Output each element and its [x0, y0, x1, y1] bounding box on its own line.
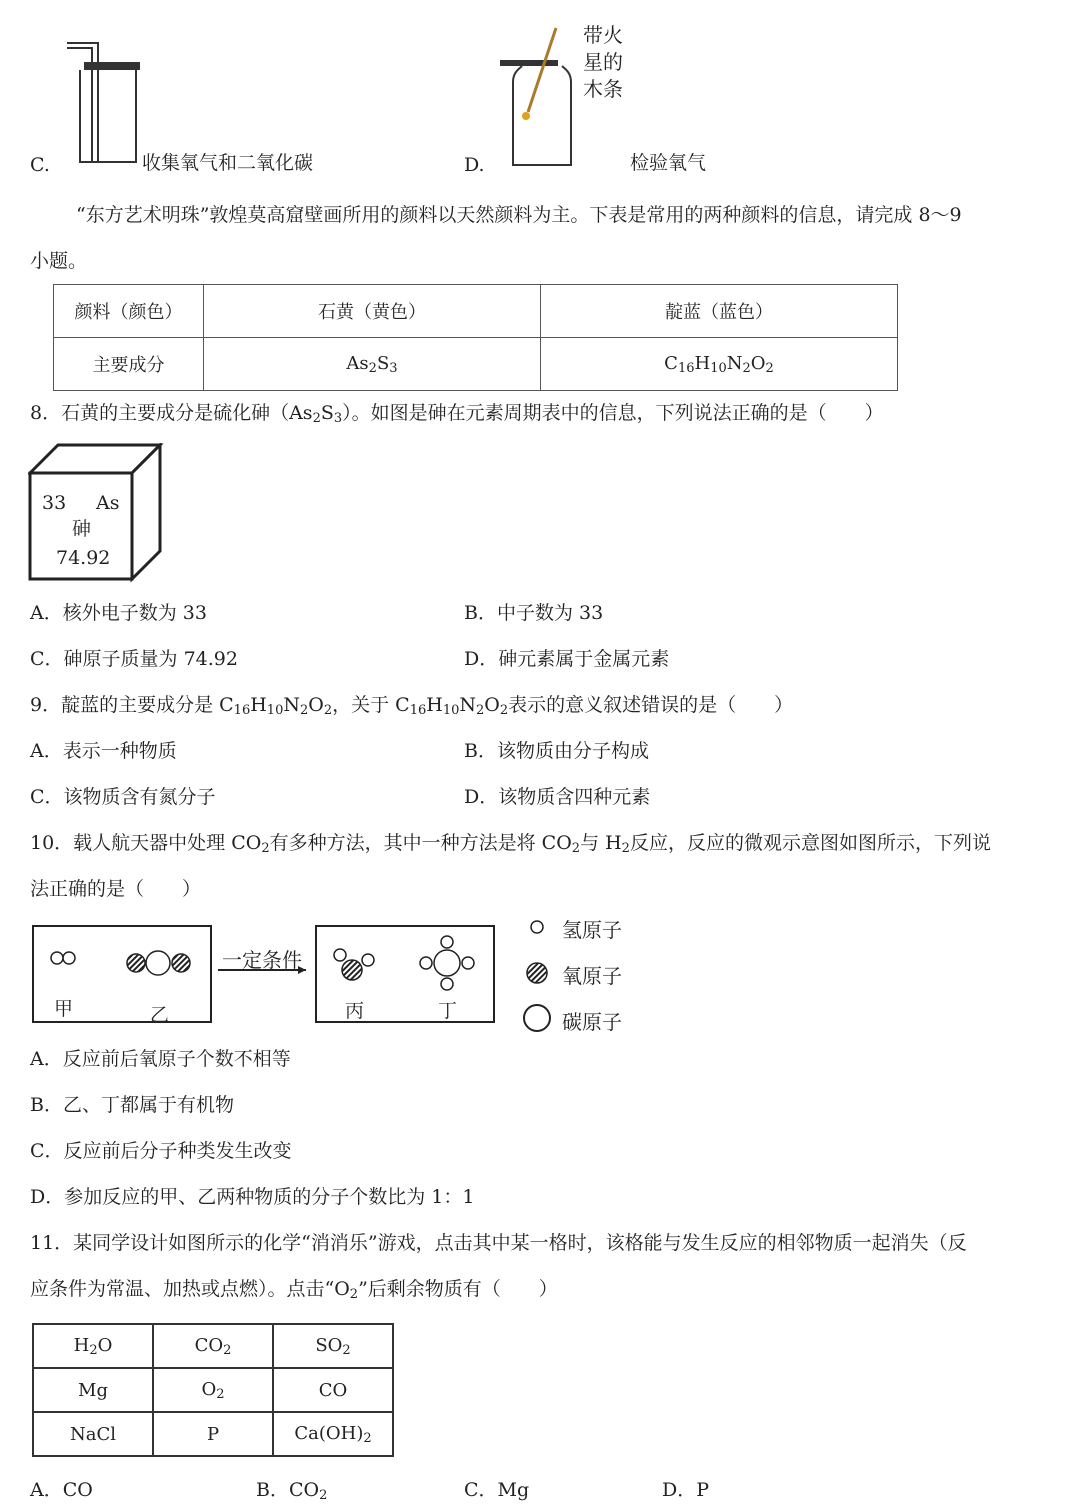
- carbon-atom: [146, 951, 170, 975]
- q10-stem-line-1: 10．载人航天器中处理 $CO_2$有多种方法，其中一种方法是将 $CO_2$与 $H_2$反应，反应的微观示意图如图所示，下列说: [30, 832, 991, 856]
- oxygen-test-bottle-figure: [498, 20, 578, 170]
- table-row: [54, 338, 898, 391]
- q7-option-d-text[interactable]: 检验氧气: [630, 152, 707, 174]
- legend-oxygen-label: 氧原子: [562, 964, 622, 988]
- hydrogen-atom: [420, 957, 432, 969]
- product-label-ding: 丁: [438, 1000, 458, 1022]
- table-header-cell: 石黄（黄色）: [204, 285, 541, 338]
- element-symbol: As: [96, 492, 120, 514]
- hydrogen-atom: [441, 978, 453, 990]
- q11-stem-line-1: 11．某同学设计如图所示的化学“消消乐”游戏，点击其中某一格时，该格能与发生反应的相邻物质一起消失（反: [30, 1232, 967, 1254]
- grid-cell-p[interactable]: P: [153, 1412, 273, 1456]
- hydrogen-atom: [51, 952, 63, 964]
- q7-option-c-text[interactable]: 收集氧气和二氧化碳: [142, 152, 314, 174]
- intro-line-1: “东方艺术明珠”敦煌莫高窟壁画所用的颜料以天然颜料为主。下表是常用的两种颜料的信息，请完成 8～9: [76, 204, 962, 226]
- q11-option-c[interactable]: C．Mg: [464, 1479, 530, 1501]
- q8-stem: 8．石黄的主要成分是硫化砷$(As_2S_3)$。如图是砷在元素周期表中的信息，下列说法正确的是（ ）: [30, 402, 884, 426]
- hydrogen-atom: [362, 954, 374, 966]
- carbon-atom: [434, 950, 460, 976]
- q9-option-d[interactable]: D．该物质含四种元素: [464, 786, 651, 808]
- atomic-number: 33: [42, 492, 67, 514]
- element-name: 砷: [72, 518, 92, 540]
- reaction-condition: 一定条件: [222, 948, 302, 972]
- table-row-label: 主要成分: [54, 338, 204, 391]
- q10-option-c[interactable]: C．反应前后分子种类发生改变: [30, 1140, 292, 1162]
- q9-stem: 9．靛蓝的主要成分是 $C_{16}H_{10}N_2O_2$，关于 $C_{16}H_{10}N_2O_2$表示的意义叙述错误的是（ ）: [30, 694, 794, 718]
- table-row: [33, 1368, 393, 1412]
- orpiment-formula: $As_2S_3$: [204, 338, 541, 391]
- q11-stem-line-2: 应条件为常温、加热或点燃）。点击“$O_2$”后剩余物质有（ ）: [30, 1278, 558, 1302]
- table-row: [33, 1324, 393, 1368]
- q9-option-a[interactable]: A．表示一种物质: [30, 740, 177, 762]
- table-header-cell: 颜料（颜色）: [54, 285, 204, 338]
- glowing-splint-label: [583, 22, 623, 103]
- reactant-label-jia: 甲: [54, 998, 74, 1020]
- legend-oxygen-atom: [527, 963, 547, 983]
- grid-cell-nacl[interactable]: NaCl: [33, 1412, 153, 1456]
- q11-option-b[interactable]: B．$CO_2$: [256, 1479, 328, 1503]
- grid-cell-co2[interactable]: $CO_2$: [153, 1324, 273, 1368]
- hydrogen-atom: [441, 936, 453, 948]
- legend-carbon-label: 碳原子: [562, 1010, 622, 1034]
- indigo-formula: $C_{16}H_{10}N_2O_2$: [541, 338, 898, 391]
- q8-option-b[interactable]: B．中子数为 33: [464, 602, 604, 624]
- q8-option-d[interactable]: D．砷元素属于金属元素: [464, 648, 670, 670]
- q9-option-c[interactable]: C．该物质含有氮分子: [30, 786, 216, 808]
- grid-cell-so2[interactable]: $SO_2$: [273, 1324, 393, 1368]
- q10-option-d[interactable]: D．参加反应的甲、乙两种物质的分子个数比为 1：1: [30, 1186, 475, 1208]
- q10-option-a[interactable]: A．反应前后氧原子个数不相等: [30, 1048, 291, 1070]
- q7-option-d-letter[interactable]: D.: [464, 154, 485, 176]
- gas-collection-bottle-figure: [62, 40, 142, 170]
- grid-cell-co[interactable]: CO: [273, 1368, 393, 1412]
- label-line: 木条: [583, 77, 623, 101]
- grid-cell-mg[interactable]: Mg: [33, 1368, 153, 1412]
- q8-option-c[interactable]: C．砷原子质量为 74.92: [30, 648, 238, 670]
- table-row: [54, 285, 898, 338]
- legend-hydrogen-label: 氢原子: [562, 918, 622, 942]
- hydrogen-atom: [63, 952, 75, 964]
- q11-option-d[interactable]: D．P: [662, 1479, 710, 1501]
- q9-option-b[interactable]: B．该物质由分子构成: [464, 740, 649, 762]
- table-header-cell: 靛蓝（蓝色）: [541, 285, 898, 338]
- oxygen-atom: [342, 960, 362, 980]
- label-line: 星的: [583, 50, 623, 74]
- atomic-mass: 74.92: [56, 547, 111, 569]
- oxygen-atom: [127, 954, 145, 972]
- hydrogen-atom: [462, 957, 474, 969]
- grid-cell-h2o[interactable]: $H_2O$: [33, 1324, 153, 1368]
- intro-line-2: 小题。: [30, 250, 88, 272]
- hydrogen-atom: [334, 949, 346, 961]
- q8-option-a[interactable]: A．核外电子数为 33: [30, 602, 207, 624]
- reactant-label-yi: 乙: [150, 1004, 170, 1026]
- legend-symbols: [520, 912, 560, 1036]
- q10-option-b[interactable]: B．乙、丁都属于有机物: [30, 1094, 234, 1116]
- product-label-bing: 丙: [345, 1000, 365, 1022]
- q11-option-a[interactable]: A．CO: [30, 1479, 93, 1501]
- q10-stem-line-2: 法正确的是（ ）: [30, 878, 202, 900]
- table-row: [33, 1412, 393, 1456]
- q7-option-c-letter[interactable]: C.: [30, 154, 50, 176]
- grid-cell-o2[interactable]: $O_2$: [153, 1368, 273, 1412]
- legend-carbon-atom: [524, 1005, 550, 1031]
- pigment-table: [53, 284, 898, 391]
- label-line: 带火: [583, 23, 623, 47]
- legend-hydrogen-atom: [531, 921, 543, 933]
- oxygen-atom: [172, 954, 190, 972]
- xiaoxiaole-grid: [32, 1323, 394, 1457]
- grid-cell-caoh2[interactable]: $Ca(OH)_2$: [273, 1412, 393, 1456]
